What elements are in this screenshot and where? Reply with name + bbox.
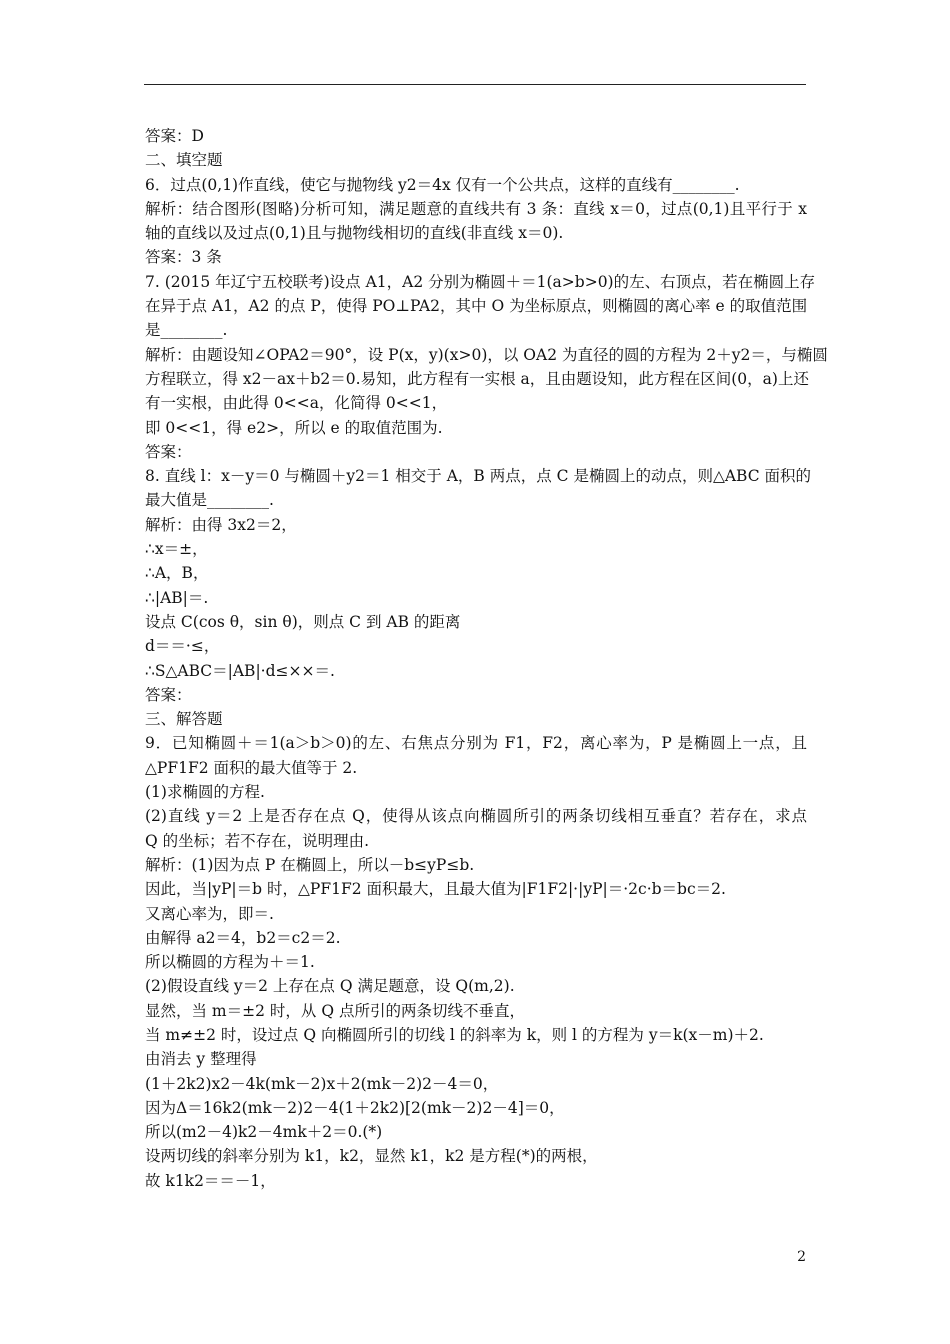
- text-line: ∴A，B，: [145, 564, 209, 583]
- text-line: 答案：3 条: [145, 248, 222, 267]
- text-line: 因为Δ＝16k2(mk－2)2－4(1＋2k2)[2(mk－2)2－4]＝0，: [145, 1098, 565, 1117]
- text-line: 是________.: [145, 321, 228, 340]
- text-line: 答案：: [145, 442, 192, 461]
- text-line: ∴x＝±，: [145, 540, 208, 559]
- text-line: 解析：结合图形(图略)分析可知，满足题意的直线共有 3 条：直线 x＝0，过点(0,1)且平行于 x: [145, 199, 807, 218]
- text-line: 三、解答题: [145, 710, 223, 729]
- text-line: 有一实根，由此得 0<<a，化简得 0<<1，: [145, 394, 448, 413]
- header-rule: [144, 84, 806, 85]
- text-line: 即 0<<1，得 e2>，所以 e 的取值范围为.: [145, 418, 443, 437]
- text-line: 7. (2015 年辽宁五校联考)设点 A1，A2 分别为椭圆＋＝1(a>b>0)的左、右顶点，若在椭圆上存: [145, 272, 816, 291]
- text-line: 又离心率为，即＝.: [145, 904, 274, 923]
- text-line: 因此，当|yP|＝b 时，△PF1F2 面积最大，且最大值为|F1F2|·|yP|＝·2c·b＝bc＝2.: [145, 880, 726, 899]
- text-line: (2)直线 y＝2 上是否存在点 Q，使得从该点向椭圆所引的两条切线相互垂直？若存在，求点: [145, 807, 807, 826]
- text-line: 6．过点(0,1)作直线，使它与抛物线 y2＝4x 仅有一个公共点，这样的直线有________.: [145, 175, 740, 194]
- text-line: 故 k1k2＝＝－1，: [145, 1171, 276, 1190]
- text-line: 答案：D: [145, 127, 204, 145]
- text-line: 所以椭圆的方程为＋＝1.: [145, 953, 315, 972]
- text-line: ∴|AB|＝.: [145, 588, 209, 607]
- text-line: (1)求椭圆的方程.: [145, 783, 265, 802]
- text-line: 轴的直线以及过点(0,1)且与抛物线相切的直线(非直线 x＝0).: [145, 224, 564, 243]
- text-line: 当 m≠±2 时，设过点 Q 向椭圆所引的切线 l 的斜率为 k，则 l 的方程为 y＝k(x－m)＋2.: [145, 1025, 764, 1044]
- text-line: 最大值是________.: [145, 491, 274, 510]
- text-line: 设点 C(cos θ，sin θ)，则点 C 到 AB 的距离: [145, 612, 461, 631]
- document-body: [145, 124, 828, 1193]
- text-line: 在异于点 A1，A2 的点 P，使得 PO⊥PA2，其中 O 为坐标原点，则椭圆的离心率 e 的取值范围: [145, 297, 808, 316]
- text-line: 9．已知椭圆＋＝1(a＞b＞0)的左、右焦点分别为 F1，F2，离心率为，P 是椭圆上一点，且: [145, 734, 807, 753]
- text-line: (2)假设直线 y＝2 上存在点 Q 满足题意，设 Q(m,2).: [145, 977, 515, 996]
- text-line: 所以(m2－4)k2－4mk＋2＝0.(*): [145, 1123, 383, 1142]
- text-line: 由消去 y 整理得: [145, 1050, 257, 1069]
- text-line: Q 的坐标；若不存在，说明理由.: [145, 831, 370, 850]
- text-line: 解析：由得 3x2＝2，: [145, 515, 297, 534]
- page-number: 2: [797, 1249, 806, 1265]
- text-line: △PF1F2 面积的最大值等于 2.: [145, 758, 358, 777]
- text-line: 8. 直线 l：x－y＝0 与椭圆＋y2＝1 相交于 A，B 两点，点 C 是椭圆上的动点，则△ABC 面积的: [145, 467, 812, 486]
- text-line: 答案：: [145, 685, 192, 704]
- text-line: 显然，当 m＝±2 时，从 Q 点所引的两条切线不垂直，: [145, 1001, 525, 1020]
- text-line: d＝＝·≤，: [145, 637, 220, 656]
- text-line: 解析：由题设知∠OPA2＝90°，设 P(x，y)(x>0)，以 OA2 为直径的圆的方程为 2＋y2＝，与椭圆: [145, 345, 828, 364]
- text-line: 解析：(1)因为点 P 在椭圆上，所以－b≤yP≤b.: [145, 855, 475, 874]
- text-line: 由解得 a2＝4，b2＝c2＝2.: [145, 928, 341, 947]
- text-line: 方程联立，得 x2－ax＋b2＝0.易知，此方程有一实根 a，且由题设知，此方程在区间(0，a)上还: [145, 369, 809, 388]
- text-line: ∴S△ABC＝|AB|·d≤××＝.: [145, 661, 335, 680]
- text-line: 设两切线的斜率分别为 k1，k2，显然 k1，k2 是方程(*)的两根，: [145, 1147, 598, 1166]
- text-line: (1＋2k2)x2－4k(mk－2)x＋2(mk－2)2－4＝0，: [145, 1074, 499, 1093]
- text-line: 二、填空题: [145, 151, 223, 170]
